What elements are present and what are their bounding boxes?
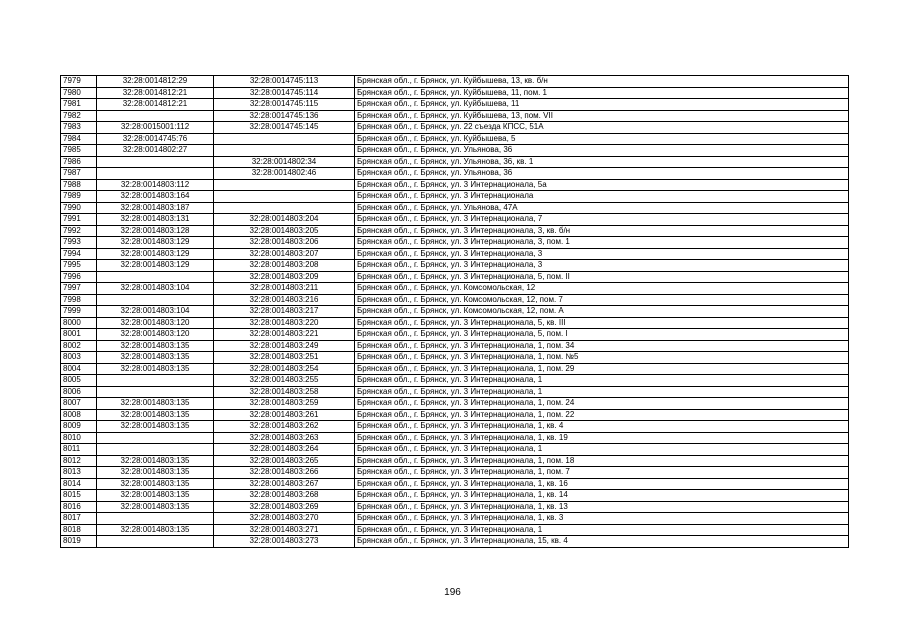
- row-number-cell: 8018: [61, 524, 97, 536]
- row-number-cell: 8004: [61, 363, 97, 375]
- row-number-cell: 8015: [61, 490, 97, 502]
- table-row: [61, 524, 849, 536]
- parcel-cadastral-number-cell: [97, 513, 214, 525]
- parcel-cadastral-number-cell: 32:28:0014803:187: [97, 202, 214, 214]
- table-row: [61, 110, 849, 122]
- address-cell: Брянская обл., г. Брянск, ул. 3 Интернационала, 1: [355, 524, 849, 536]
- row-number-cell: 8000: [61, 317, 97, 329]
- row-number-cell: 7993: [61, 237, 97, 249]
- parcel-cadastral-number-cell: 32:28:0014803:129: [97, 248, 214, 260]
- row-number-cell: 7994: [61, 248, 97, 260]
- address-cell: Брянская обл., г. Брянск, ул. 3 Интернационала, 1, кв. 14: [355, 490, 849, 502]
- object-cadastral-number-cell: 32:28:0014803:206: [214, 237, 355, 249]
- row-number-cell: 8013: [61, 467, 97, 479]
- table-row: [61, 363, 849, 375]
- address-cell: Брянская обл., г. Брянск, ул. 3 Интернационала, 3, пом. 1: [355, 237, 849, 249]
- table-body: [61, 76, 849, 548]
- address-cell: Брянская обл., г. Брянск, ул. 3 Интернационала, 1, кв. 16: [355, 478, 849, 490]
- object-cadastral-number-cell: 32:28:0014803:273: [214, 536, 355, 548]
- object-cadastral-number-cell: 32:28:0014803:208: [214, 260, 355, 272]
- object-cadastral-number-cell: [214, 179, 355, 191]
- address-cell: Брянская обл., г. Брянск, ул. Ульянова, 36: [355, 145, 849, 157]
- address-cell: Брянская обл., г. Брянск, ул. Ульянова, 47А: [355, 202, 849, 214]
- object-cadastral-number-cell: 32:28:0014803:258: [214, 386, 355, 398]
- page-number: 196: [444, 587, 461, 598]
- table-row: [61, 317, 849, 329]
- row-number-cell: 8010: [61, 432, 97, 444]
- parcel-cadastral-number-cell: 32:28:0014803:135: [97, 363, 214, 375]
- object-cadastral-number-cell: 32:28:0014802:46: [214, 168, 355, 180]
- address-cell: Брянская обл., г. Брянск, ул. 3 Интернационала, 1: [355, 386, 849, 398]
- object-cadastral-number-cell: 32:28:0014803:266: [214, 467, 355, 479]
- row-number-cell: 7982: [61, 110, 97, 122]
- object-cadastral-number-cell: 32:28:0014803:265: [214, 455, 355, 467]
- parcel-cadastral-number-cell: 32:28:0014745:76: [97, 133, 214, 145]
- object-cadastral-number-cell: 32:28:0014803:221: [214, 329, 355, 341]
- parcel-cadastral-number-cell: 32:28:0014803:135: [97, 398, 214, 410]
- table-row: [61, 421, 849, 433]
- object-cadastral-number-cell: 32:28:0014803:211: [214, 283, 355, 295]
- parcel-cadastral-number-cell: [97, 444, 214, 456]
- parcel-cadastral-number-cell: 32:28:0014803:135: [97, 409, 214, 421]
- row-number-cell: 8008: [61, 409, 97, 421]
- object-cadastral-number-cell: 32:28:0014803:270: [214, 513, 355, 525]
- object-cadastral-number-cell: 32:28:0014745:136: [214, 110, 355, 122]
- table-row: [61, 375, 849, 387]
- parcel-cadastral-number-cell: [97, 110, 214, 122]
- table-row: [61, 432, 849, 444]
- table-row: [61, 306, 849, 318]
- parcel-cadastral-number-cell: 32:28:0014812:21: [97, 99, 214, 111]
- parcel-cadastral-number-cell: 32:28:0014803:129: [97, 260, 214, 272]
- row-number-cell: 7981: [61, 99, 97, 111]
- row-number-cell: 7984: [61, 133, 97, 145]
- parcel-cadastral-number-cell: 32:28:0014812:21: [97, 87, 214, 99]
- address-cell: Брянская обл., г. Брянск, ул. Куйбышева, 11: [355, 99, 849, 111]
- parcel-cadastral-number-cell: 32:28:0014803:120: [97, 317, 214, 329]
- parcel-cadastral-number-cell: 32:28:0014803:135: [97, 478, 214, 490]
- table-row: [61, 352, 849, 364]
- row-number-cell: 8005: [61, 375, 97, 387]
- row-number-cell: 8007: [61, 398, 97, 410]
- table-row: [61, 168, 849, 180]
- object-cadastral-number-cell: 32:28:0014745:115: [214, 99, 355, 111]
- object-cadastral-number-cell: 32:28:0014803:254: [214, 363, 355, 375]
- address-cell: Брянская обл., г. Брянск, ул. 3 Интернационала, 3: [355, 260, 849, 272]
- object-cadastral-number-cell: 32:28:0014803:269: [214, 501, 355, 513]
- address-cell: Брянская обл., г. Брянск, ул. 3 Интернационала, 5, пом. I: [355, 329, 849, 341]
- address-cell: Брянская обл., г. Брянск, ул. 3 Интернационала, 1, пом. 34: [355, 340, 849, 352]
- address-cell: Брянская обл., г. Брянск, ул. Куйбышева, 13, пом. VII: [355, 110, 849, 122]
- parcel-cadastral-number-cell: 32:28:0014803:135: [97, 490, 214, 502]
- table-row: [61, 386, 849, 398]
- row-number-cell: 7979: [61, 76, 97, 88]
- table-row: [61, 283, 849, 295]
- table-row: [61, 444, 849, 456]
- row-number-cell: 8002: [61, 340, 97, 352]
- table-row: [61, 501, 849, 513]
- object-cadastral-number-cell: 32:28:0014803:264: [214, 444, 355, 456]
- row-number-cell: 8009: [61, 421, 97, 433]
- address-cell: Брянская обл., г. Брянск, ул. 22 съезда КПСС, 51А: [355, 122, 849, 134]
- parcel-cadastral-number-cell: [97, 294, 214, 306]
- address-cell: Брянская обл., г. Брянск, ул. Комсомольская, 12, пом. А: [355, 306, 849, 318]
- row-number-cell: 8012: [61, 455, 97, 467]
- row-number-cell: 7988: [61, 179, 97, 191]
- row-number-cell: 7991: [61, 214, 97, 226]
- object-cadastral-number-cell: 32:28:0014803:205: [214, 225, 355, 237]
- row-number-cell: 8003: [61, 352, 97, 364]
- address-cell: Брянская обл., г. Брянск, ул. Куйбышева, 5: [355, 133, 849, 145]
- object-cadastral-number-cell: 32:28:0014803:255: [214, 375, 355, 387]
- parcel-cadastral-number-cell: 32:28:0014803:129: [97, 237, 214, 249]
- address-cell: Брянская обл., г. Брянск, ул. 3 Интернационала, 7: [355, 214, 849, 226]
- object-cadastral-number-cell: 32:28:0014745:114: [214, 87, 355, 99]
- address-cell: Брянская обл., г. Брянск, ул. 3 Интернационала, 3: [355, 248, 849, 260]
- parcel-cadastral-number-cell: 32:28:0014803:135: [97, 340, 214, 352]
- parcel-cadastral-number-cell: 32:28:0014803:164: [97, 191, 214, 203]
- object-cadastral-number-cell: 32:28:0014803:261: [214, 409, 355, 421]
- address-cell: Брянская обл., г. Брянск, ул. Комсомольская, 12: [355, 283, 849, 295]
- table-row: [61, 145, 849, 157]
- parcel-cadastral-number-cell: 32:28:0014803:135: [97, 524, 214, 536]
- object-cadastral-number-cell: 32:28:0014803:271: [214, 524, 355, 536]
- parcel-cadastral-number-cell: [97, 168, 214, 180]
- table-row: [61, 99, 849, 111]
- table-row: [61, 513, 849, 525]
- row-number-cell: 8001: [61, 329, 97, 341]
- parcel-cadastral-number-cell: 32:28:0014803:135: [97, 501, 214, 513]
- table-row: [61, 191, 849, 203]
- address-cell: Брянская обл., г. Брянск, ул. 3 Интернационала, 1, пом. 29: [355, 363, 849, 375]
- address-cell: Брянская обл., г. Брянск, ул. 3 Интернационала, 1, кв. 13: [355, 501, 849, 513]
- table-row: [61, 133, 849, 145]
- object-cadastral-number-cell: [214, 191, 355, 203]
- parcel-cadastral-number-cell: 32:28:0014803:128: [97, 225, 214, 237]
- parcel-cadastral-number-cell: 32:28:0014803:120: [97, 329, 214, 341]
- parcel-cadastral-number-cell: 32:28:0014803:135: [97, 352, 214, 364]
- table-row: [61, 455, 849, 467]
- address-cell: Брянская обл., г. Брянск, ул. 3 Интернационала, 5, пом. II: [355, 271, 849, 283]
- row-number-cell: 7986: [61, 156, 97, 168]
- address-cell: Брянская обл., г. Брянск, ул. 3 Интернационала, 1, кв. 4: [355, 421, 849, 433]
- row-number-cell: 7998: [61, 294, 97, 306]
- object-cadastral-number-cell: 32:28:0014803:249: [214, 340, 355, 352]
- address-cell: Брянская обл., г. Брянск, ул. 3 Интернационала, 5а: [355, 179, 849, 191]
- table-row: [61, 294, 849, 306]
- parcel-cadastral-number-cell: 32:28:0014803:135: [97, 455, 214, 467]
- table-row: [61, 536, 849, 548]
- parcel-cadastral-number-cell: 32:28:0014802:27: [97, 145, 214, 157]
- object-cadastral-number-cell: 32:28:0014802:34: [214, 156, 355, 168]
- table-row: [61, 490, 849, 502]
- row-number-cell: 7990: [61, 202, 97, 214]
- row-number-cell: 7989: [61, 191, 97, 203]
- parcel-cadastral-number-cell: [97, 271, 214, 283]
- object-cadastral-number-cell: 32:28:0014803:262: [214, 421, 355, 433]
- address-cell: Брянская обл., г. Брянск, ул. Ульянова, 36, кв. 1: [355, 156, 849, 168]
- parcel-cadastral-number-cell: 32:28:0014803:135: [97, 467, 214, 479]
- address-cell: Брянская обл., г. Брянск, ул. 3 Интернационала, 1, пом. №5: [355, 352, 849, 364]
- row-number-cell: 8017: [61, 513, 97, 525]
- address-cell: Брянская обл., г. Брянск, ул. 3 Интернационала, 1, кв. 19: [355, 432, 849, 444]
- parcel-cadastral-number-cell: [97, 432, 214, 444]
- cadastral-register-table: [60, 75, 849, 548]
- address-cell: Брянская обл., г. Брянск, ул. 3 Интернационала, 1, пом. 7: [355, 467, 849, 479]
- table-row: [61, 248, 849, 260]
- parcel-cadastral-number-cell: [97, 375, 214, 387]
- object-cadastral-number-cell: 32:28:0014745:145: [214, 122, 355, 134]
- object-cadastral-number-cell: [214, 145, 355, 157]
- row-number-cell: 7992: [61, 225, 97, 237]
- parcel-cadastral-number-cell: 32:28:0014803:135: [97, 421, 214, 433]
- parcel-cadastral-number-cell: [97, 536, 214, 548]
- row-number-cell: 7985: [61, 145, 97, 157]
- table-row: [61, 225, 849, 237]
- address-cell: Брянская обл., г. Брянск, ул. Ульянова, 36: [355, 168, 849, 180]
- address-cell: Брянская обл., г. Брянск, ул. 3 Интернационала, 1, пом. 22: [355, 409, 849, 421]
- object-cadastral-number-cell: 32:28:0014803:216: [214, 294, 355, 306]
- object-cadastral-number-cell: 32:28:0014745:113: [214, 76, 355, 88]
- object-cadastral-number-cell: 32:28:0014803:204: [214, 214, 355, 226]
- address-cell: Брянская обл., г. Брянск, ул. 3 Интернационала, 3, кв. б/н: [355, 225, 849, 237]
- parcel-cadastral-number-cell: 32:28:0014812:29: [97, 76, 214, 88]
- address-cell: Брянская обл., г. Брянск, ул. 3 Интернационала, 1: [355, 444, 849, 456]
- object-cadastral-number-cell: [214, 133, 355, 145]
- row-number-cell: 7987: [61, 168, 97, 180]
- row-number-cell: 7980: [61, 87, 97, 99]
- row-number-cell: 7995: [61, 260, 97, 272]
- object-cadastral-number-cell: 32:28:0014803:251: [214, 352, 355, 364]
- table-row: [61, 122, 849, 134]
- address-cell: Брянская обл., г. Брянск, ул. 3 Интернационала, 1, пом. 18: [355, 455, 849, 467]
- address-cell: Брянская обл., г. Брянск, ул. Куйбышева, 11, пом. 1: [355, 87, 849, 99]
- object-cadastral-number-cell: 32:28:0014803:268: [214, 490, 355, 502]
- table-row: [61, 156, 849, 168]
- row-number-cell: 7983: [61, 122, 97, 134]
- table-row: [61, 329, 849, 341]
- row-number-cell: 8014: [61, 478, 97, 490]
- table-row: [61, 237, 849, 249]
- address-cell: Брянская обл., г. Брянск, ул. 3 Интернационала, 5, кв. III: [355, 317, 849, 329]
- parcel-cadastral-number-cell: 32:28:0014803:104: [97, 306, 214, 318]
- table-row: [61, 478, 849, 490]
- parcel-cadastral-number-cell: [97, 386, 214, 398]
- table-row: [61, 260, 849, 272]
- row-number-cell: 7997: [61, 283, 97, 295]
- parcel-cadastral-number-cell: 32:28:0015001:112: [97, 122, 214, 134]
- object-cadastral-number-cell: 32:28:0014803:220: [214, 317, 355, 329]
- address-cell: Брянская обл., г. Брянск, ул. 3 Интернационала, 1: [355, 375, 849, 387]
- parcel-cadastral-number-cell: 32:28:0014803:131: [97, 214, 214, 226]
- row-number-cell: 8011: [61, 444, 97, 456]
- row-number-cell: 7999: [61, 306, 97, 318]
- address-cell: Брянская обл., г. Брянск, ул. 3 Интернационала, 1, кв. 3: [355, 513, 849, 525]
- address-cell: Брянская обл., г. Брянск, ул. 3 Интернационала, 15, кв. 4: [355, 536, 849, 548]
- object-cadastral-number-cell: 32:28:0014803:209: [214, 271, 355, 283]
- address-cell: Брянская обл., г. Брянск, ул. 3 Интернационала: [355, 191, 849, 203]
- parcel-cadastral-number-cell: 32:28:0014803:104: [97, 283, 214, 295]
- parcel-cadastral-number-cell: [97, 156, 214, 168]
- table-row: [61, 76, 849, 88]
- row-number-cell: 8019: [61, 536, 97, 548]
- address-cell: Брянская обл., г. Брянск, ул. 3 Интернационала, 1, пом. 24: [355, 398, 849, 410]
- object-cadastral-number-cell: 32:28:0014803:259: [214, 398, 355, 410]
- table-row: [61, 340, 849, 352]
- row-number-cell: 7996: [61, 271, 97, 283]
- address-cell: Брянская обл., г. Брянск, ул. Куйбышева, 13, кв. б/н: [355, 76, 849, 88]
- object-cadastral-number-cell: 32:28:0014803:207: [214, 248, 355, 260]
- address-cell: Брянская обл., г. Брянск, ул. Комсомольская, 12, пом. 7: [355, 294, 849, 306]
- table-row: [61, 214, 849, 226]
- row-number-cell: 8006: [61, 386, 97, 398]
- table-row: [61, 409, 849, 421]
- table-row: [61, 87, 849, 99]
- table-row: [61, 467, 849, 479]
- table-row: [61, 271, 849, 283]
- parcel-cadastral-number-cell: 32:28:0014803:112: [97, 179, 214, 191]
- object-cadastral-number-cell: [214, 202, 355, 214]
- table-row: [61, 398, 849, 410]
- object-cadastral-number-cell: 32:28:0014803:267: [214, 478, 355, 490]
- table-row: [61, 179, 849, 191]
- object-cadastral-number-cell: 32:28:0014803:263: [214, 432, 355, 444]
- table-row: [61, 202, 849, 214]
- row-number-cell: 8016: [61, 501, 97, 513]
- object-cadastral-number-cell: 32:28:0014803:217: [214, 306, 355, 318]
